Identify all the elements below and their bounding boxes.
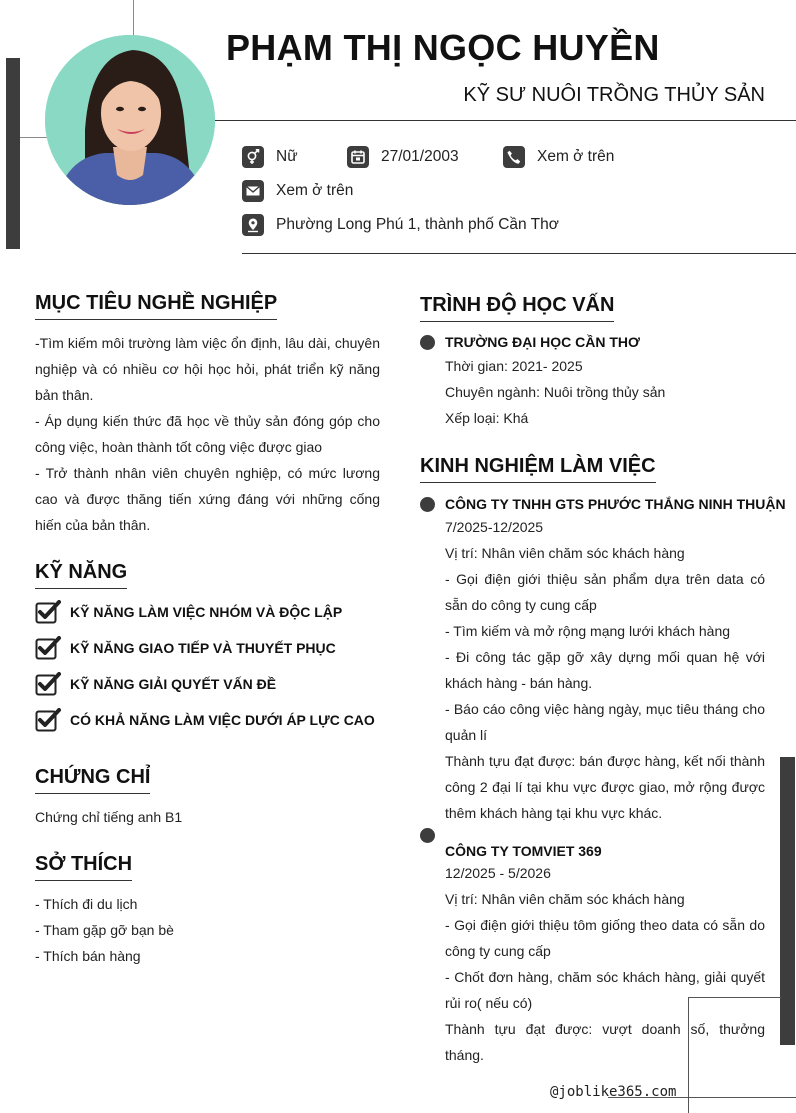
job-duty: - Đi công tác gặp gỡ xây dựng mối quan hệ với khách hàng - bán hàng. [445,649,765,691]
footer-watermark: @joblike365.com [550,1084,677,1100]
profile-photo [45,35,215,205]
left-accent-bar [6,58,20,249]
right-accent-bar [780,757,795,1045]
checkbox-checked-icon [35,672,61,696]
job-company: CÔNG TY TNHH GTS PHƯỚC THẮNG NINH THUẬN [445,496,786,512]
job-duty: - Tìm kiếm và mở rộng mạng lưới khách hàng [445,623,731,639]
job-duty: - Gọi điện giới thiệu tôm giống theo data có sẵn do công ty cung cấp [445,917,765,959]
skill-label: KỸ NĂNG GIẢI QUYẾT VẤN ĐỀ [70,676,277,692]
contact-address [242,214,559,236]
education-major: Chuyên ngành: Nuôi trồng thủy sản [445,384,666,400]
checkbox-checked-icon [35,708,61,732]
education-rank: Xếp loại: Khá [445,410,529,426]
career-goal-body [35,330,380,538]
career-goal-title: MỤC TIÊU NGHỀ NGHIỆP [35,292,277,320]
hobbies-list [35,891,174,969]
job-period: 12/2025 - 5/2026 [445,865,551,881]
email-value: Xem ở trên [276,182,354,199]
candidate-role: KỸ SƯ NUÔI TRỒNG THỦY SẢN [463,84,765,106]
hobby-item: - Thích bán hàng [35,948,141,964]
candidate-name: PHẠM THỊ NGỌC HUYỀN [226,27,660,68]
skill-label: KỸ NĂNG LÀM VIỆC NHÓM VÀ ĐỘC LẬP [70,604,343,620]
job-duty: - Báo cáo công việc hàng ngày, mục tiêu tháng cho quản lí [445,701,765,743]
career-goal-section [35,292,277,320]
experience-section [420,455,656,483]
skill-item [35,636,336,660]
phone-icon [503,146,525,168]
experience-title: KINH NGHIỆM LÀM VIỆC [420,455,656,483]
contact-birthdate [347,146,459,168]
contact-gender [242,146,298,168]
skill-item [35,708,375,732]
hobbies-section [35,853,132,881]
job-details [445,860,765,1068]
career-goal-paragraph: - Áp dụng kiến thức đã học về thủy sản đóng góp cho công việc, hoàn thành tốt công việc được giao [35,413,380,455]
contact-divider [242,253,796,254]
checkbox-checked-icon [35,600,61,624]
certificates-title: CHỨNG CHỈ [35,766,150,794]
career-goal-paragraph: -Tìm kiếm môi trường làm việc ổn định, lâu dài, chuyên nghiệp và có nhiều cơ hội học hỏi, phát triển kỹ năng bản thân. [35,335,380,403]
job-period: 7/2025-12/2025 [445,519,544,535]
birthdate-value: 27/01/2003 [381,148,459,165]
bullet-dot-icon [420,335,435,350]
location-icon [242,214,264,236]
education-time: Thời gian: 2021- 2025 [445,358,583,374]
job-duty: - Gọi điện giới thiệu sản phẩm dựa trên data có sẵn do công ty cung cấp [445,571,765,613]
skills-title: KỸ NĂNG [35,561,127,589]
job-achievement: Thành tựu đạt được: vượt doanh số, thưởng tháng. [445,1021,765,1063]
bullet-dot-icon [420,828,435,843]
education-title: TRÌNH ĐỘ HỌC VẤN [420,294,614,322]
checkbox-checked-icon [35,636,61,660]
hobby-item: - Thích đi du lịch [35,896,138,912]
phone-value: Xem ở trên [537,148,615,165]
career-goal-paragraph: - Trở thành nhân viên chuyên nghiệp, có mức lương cao và được thăng tiến xứng đáng với những cống hiến của bản thân. [35,465,380,533]
skill-item [35,600,342,624]
header-divider [214,120,796,121]
decorative-horizontal-line [20,137,48,138]
education-school: TRƯỜNG ĐẠI HỌC CẦN THƠ [445,334,640,350]
job-duty: - Chốt đơn hàng, chăm sóc khách hàng, giải quyết rủi ro( nếu có) [445,969,765,1011]
hobby-item: - Tham gặp gỡ bạn bè [35,922,174,938]
gender-icon [242,146,264,168]
address-value: Phường Long Phú 1, thành phố Cần Thơ [276,216,559,233]
hobbies-title: SỞ THÍCH [35,853,132,881]
gender-value: Nữ [276,148,298,165]
certificate-item: Chứng chỉ tiếng anh B1 [35,809,183,825]
skill-item [35,672,276,696]
skill-label: KỸ NĂNG GIAO TIẾP VÀ THUYẾT PHỤC [70,640,336,656]
calendar-icon [347,146,369,168]
job-position: Vị trí: Nhân viên chăm sóc khách hàng [445,891,685,907]
email-icon [242,180,264,202]
job-company: CÔNG TY TOMVIET 369 [445,843,602,859]
certificates-section [35,766,150,794]
job-position: Vị trí: Nhân viên chăm sóc khách hàng [445,545,685,561]
education-section [420,294,614,322]
job-achievement: Thành tựu đạt được: bán được hàng, kết nối thành công 2 đại lí tại khu vực được giao, mở rộng được thêm khách hàng tại khu vực khác. [445,753,765,821]
contact-email [242,180,353,202]
decorative-vertical-line [133,0,134,38]
bullet-dot-icon [420,497,435,512]
job-details [445,514,765,826]
contact-phone [503,146,614,168]
skills-section [35,561,127,589]
skill-label: CÓ KHẢ NĂNG LÀM VIỆC DƯỚI ÁP LỰC CAO [70,712,375,728]
education-details [445,353,665,431]
